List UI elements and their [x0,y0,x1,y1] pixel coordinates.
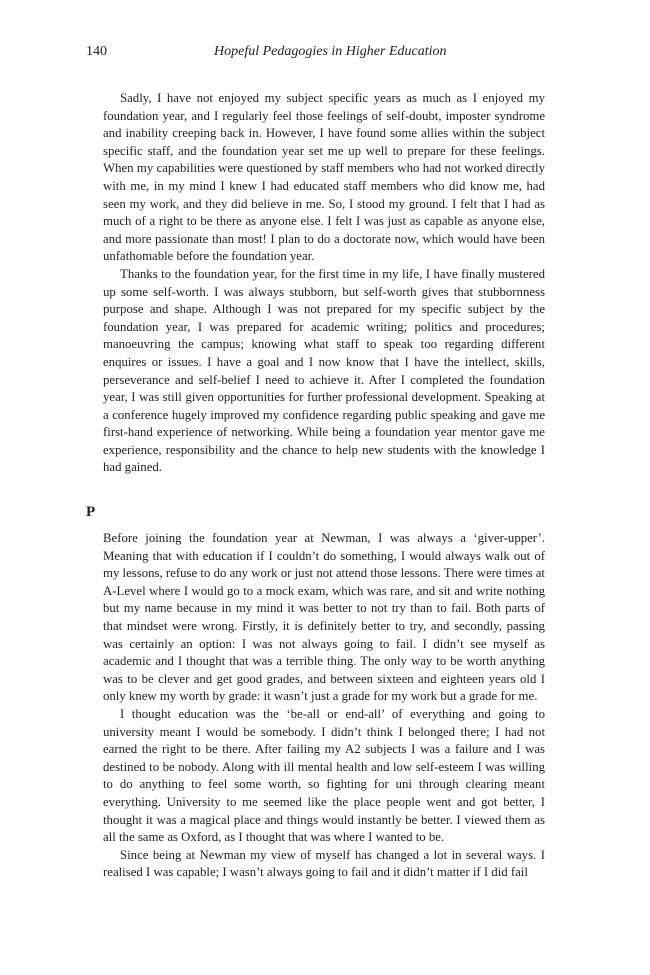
page-header [86,44,546,64]
paragraph: Thanks to the foundation year, for the first time in my life, I have finally mustered up some self-worth. I was always stubborn, but self-worth gives that stubbornness purpose and shape. Although I was not prepared for my specific subject by the foundation year, I was prepared for academic writing; politics and procedures; manoeuvring the campus; knowing what staff to speak too regarding different enquires or issues. I have a goal and I now know that I have the intellect, skills, perseverance and self-belief I need to achieve it. After I completed the foundation year, I was still given opportunities for further professional development. Speaking at a conference hugely improved my confidence regarding public speaking and gave me first-hand experience of networking. While being a foundation year mentor gave me experience, responsibility and the chance to help new students with the knowledge I had gained. [103,266,545,475]
body-text-section-one [103,90,545,477]
body-text-section-two [103,530,545,882]
page-number: 140 [86,44,107,59]
section-heading: P [86,504,96,520]
paragraph: I thought education was the ‘be-all or end-all’ of everything and going to university meant I would be somebody. I didn’t think I belonged there; I had not earned the right to be there. After failing my A2 subjects I was a failure and I was destined to be nobody. Along with ill mental health and low self-esteem I was willing to do anything to feel some worth, so fighting for uni through clearing meant everything. University to me seemed like the place people went and got better, I thought it was a magical place and things would instantly be better. I viewed them as all the same as Oxford, as I thought that was where I wanted to be. [103,706,545,845]
running-title: Hopeful Pedagogies in Higher Education [214,44,447,59]
paragraph: Before joining the foundation year at Newman, I was always a ‘giver-upper’. Meaning that with education if I couldn’t do something, I would always walk out of my lessons, refuse to do any work or just not attend those lessons. There were times at A-Level where I would go to a mock exam, which was rare, and sit and write nothing but my name because in my mind it was better to not try than to fail. Both parts of that mindset were wrong. Firstly, it is definitely better to try, and secondly, passing was certainly an option: I was not always going to fail. I didn’t see myself as academic and I thought that was a terrible thing. The only way to be worth anything was to be clever and get good grades, and between sixteen and eighteen years old I only knew my worth by grade: it wasn’t just a grade for my work but a grade for me. [103,531,545,704]
paragraph: Sadly, I have not enjoyed my subject specific years as much as I enjoyed my foundation year, and I regularly feel those feelings of self-doubt, imposter syndrome and inability creeping back in. However, I have found some allies within the subject specific staff, and the foundation year set me up well to prepare for these feelings. When my capabilities were questioned by staff members who had not worked directly with me, in my mind I knew I had educated staff members who did know me, had seen my work, and they did believe in me. So, I stood my ground. I felt that I had as much of a right to be there as anyone else. I felt I was just as capable as anyone else, and more passionate than most! I plan to do a doctorate now, which would have been unfathomable before the foundation year. [103,91,545,264]
paragraph: Since being at Newman my view of myself has changed a lot in several ways. I realised I was capable; I wasn’t always going to fail and it didn’t matter if I did fail [103,847,545,880]
